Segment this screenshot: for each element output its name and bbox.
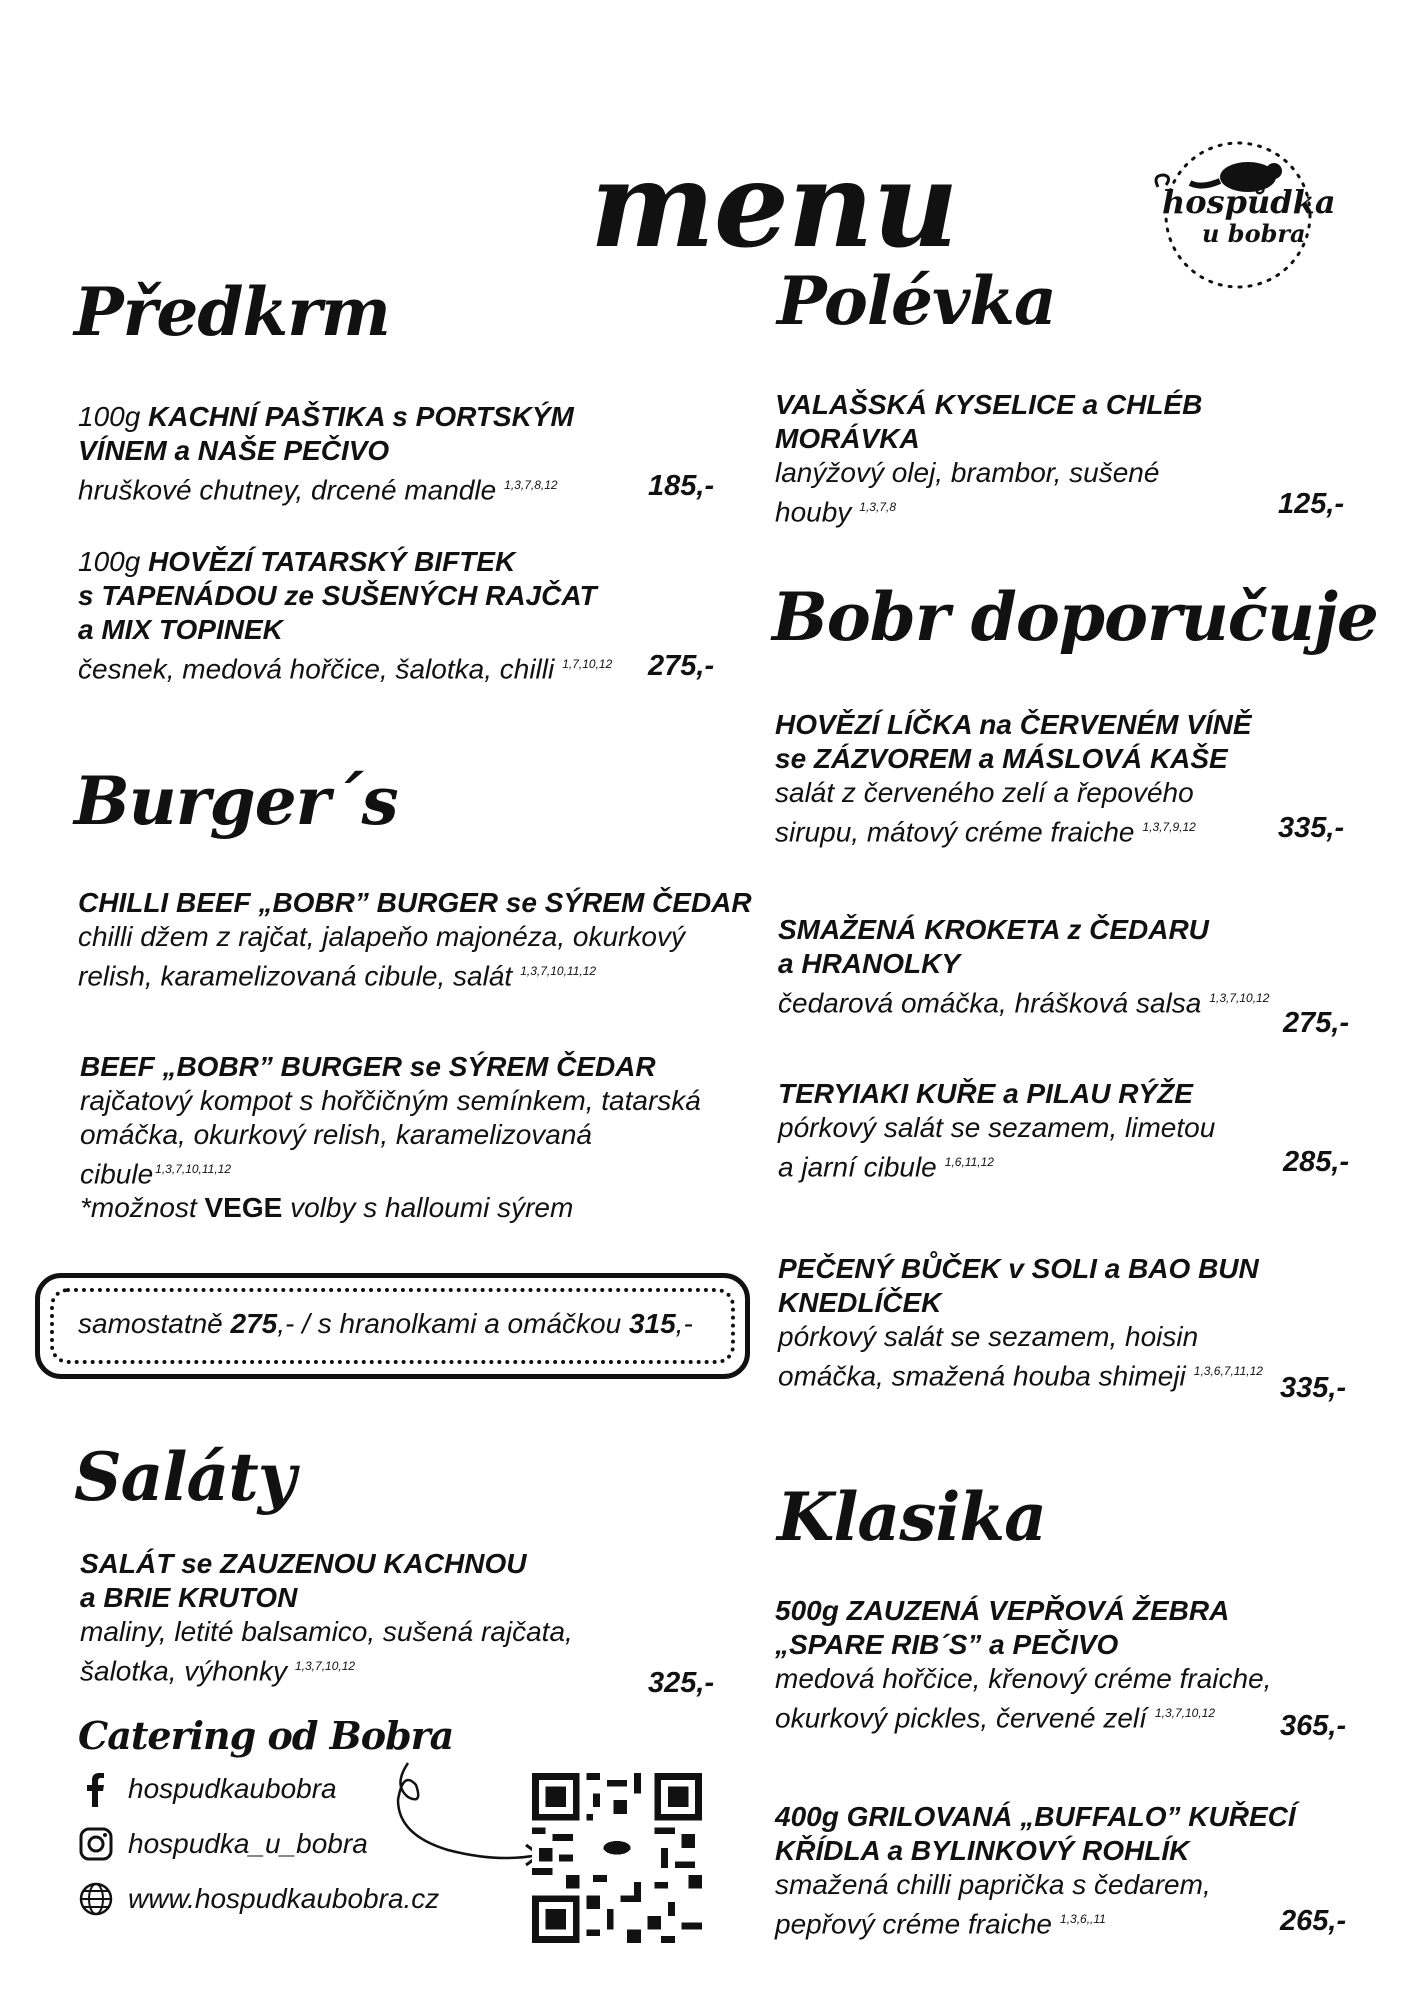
allergens: 1,3,7,8,12 bbox=[504, 478, 558, 492]
price: 275,- bbox=[648, 650, 715, 682]
allergens: 1,7,10,12 bbox=[562, 657, 613, 671]
item-desc: pórkový salát se sezamem, limetou bbox=[778, 1112, 1216, 1143]
instagram-link[interactable] bbox=[78, 1826, 368, 1862]
item-desc-2: sirupu, mátový créme fraiche bbox=[775, 816, 1135, 848]
price: 275,- bbox=[1283, 1007, 1350, 1039]
price: 185,- bbox=[648, 470, 715, 502]
burger-price-box bbox=[35, 1273, 750, 1379]
logo-text-2: u bobra bbox=[1202, 219, 1306, 248]
item-name-2: a BRIE KRUTON bbox=[80, 1582, 298, 1613]
item-desc-2: okurkový pickles, červené zelí bbox=[775, 1702, 1147, 1734]
price-pre: samostatně bbox=[78, 1308, 231, 1339]
price-mid: ,- / s hranolkami a omáčkou bbox=[277, 1308, 629, 1339]
item-name: 400g GRILOVANÁ „BUFFALO” KUŘECÍ bbox=[775, 1801, 1296, 1832]
menu-item bbox=[775, 388, 1202, 529]
item-name-2: KNEDLÍČEK bbox=[778, 1287, 942, 1318]
item-name-2: VÍNEM a NAŠE PEČIVO bbox=[78, 435, 390, 466]
item-name: 500g ZAUZENÁ VEPŘOVÁ ŽEBRA bbox=[775, 1595, 1230, 1626]
allergens: 1,3,7,10,11,12 bbox=[520, 964, 597, 978]
price: 335,- bbox=[1278, 812, 1345, 844]
item-desc: smažená chilli paprička s čedarem, bbox=[775, 1869, 1211, 1900]
instagram-icon bbox=[78, 1826, 114, 1862]
allergens: 1,3,7,10,12 bbox=[1154, 1706, 1215, 1720]
section-title-salaty: Saláty bbox=[74, 1438, 296, 1516]
price: 335,- bbox=[1280, 1372, 1347, 1404]
item-name: PEČENÝ BŮČEK v SOLI a BAO BUN bbox=[778, 1253, 1259, 1284]
menu-item bbox=[778, 913, 1269, 1020]
item-name: VALAŠSKÁ KYSELICE a CHLÉB bbox=[775, 389, 1203, 420]
menu-item bbox=[775, 1800, 1296, 1941]
menu-item bbox=[78, 545, 612, 686]
item-name-2: MORÁVKA bbox=[775, 423, 920, 454]
section-title-klasika: Klasika bbox=[777, 1478, 1046, 1556]
item-name-3: a MIX TOPINEK bbox=[78, 614, 283, 645]
item-weight: 100g bbox=[78, 401, 141, 432]
facebook-handle: hospudkaubobra bbox=[128, 1773, 337, 1804]
item-name: SMAŽENÁ KROKETA z ČEDARU bbox=[778, 914, 1209, 945]
facebook-icon bbox=[78, 1771, 114, 1807]
logo-text-1: hospůdka bbox=[1162, 183, 1336, 221]
item-desc: pórkový salát se sezamem, hoisin bbox=[778, 1321, 1199, 1352]
item-desc: medová hořčice, křenový créme fraiche, bbox=[775, 1663, 1272, 1694]
item-weight: 100g bbox=[78, 546, 141, 577]
item-desc: česnek, medová hořčice, šalotka, chilli bbox=[78, 653, 555, 685]
item-desc: čedarová omáčka, hrášková salsa bbox=[778, 987, 1202, 1019]
item-desc-2: pepřový créme fraiche bbox=[775, 1908, 1053, 1940]
instagram-handle: hospudka_u_bobra bbox=[128, 1828, 368, 1859]
item-name-2: se ZÁZVOREM a MÁSLOVÁ KAŠE bbox=[775, 743, 1228, 774]
burger-price-text bbox=[78, 1308, 693, 1340]
item-desc-2: relish, karamelizovaná cibule, salát bbox=[78, 960, 513, 992]
price: 325,- bbox=[648, 1667, 715, 1699]
facebook-link[interactable] bbox=[78, 1771, 337, 1807]
item-name: TERYIAKI KUŘE a PILAU RÝŽE bbox=[778, 1078, 1193, 1109]
menu-item bbox=[778, 1077, 1215, 1184]
item-desc: lanýžový olej, brambor, sušené bbox=[775, 457, 1160, 488]
note-bold: VEGE bbox=[204, 1192, 283, 1224]
item-desc-2: omáčka, smažená houba shimeji bbox=[778, 1360, 1186, 1392]
globe-icon bbox=[78, 1881, 114, 1917]
menu-item bbox=[778, 1252, 1263, 1393]
allergens: 1,6,11,12 bbox=[944, 1155, 994, 1169]
price: 125,- bbox=[1278, 488, 1345, 520]
item-desc-2: šalotka, výhonky bbox=[80, 1655, 287, 1687]
item-name: KACHNÍ PAŠTIKA s PORTSKÝM bbox=[148, 401, 574, 432]
item-desc: maliny, letité balsamico, sušená rajčata, bbox=[80, 1616, 573, 1647]
item-desc-2: a jarní cibule bbox=[778, 1151, 937, 1183]
item-name: HOVĚZÍ TATARSKÝ BIFTEK bbox=[148, 546, 516, 577]
section-title-predkrm: Předkrm bbox=[74, 273, 390, 351]
item-desc: salát z červeného zelí a řepového bbox=[775, 777, 1194, 808]
item-desc: chilli džem z rajčat, jalapeňo majonéza, okurkový bbox=[78, 921, 685, 952]
note-post: volby s halloumi sýrem bbox=[282, 1192, 574, 1224]
price: 265,- bbox=[1280, 1905, 1347, 1937]
section-title-polevka: Polévka bbox=[777, 262, 1056, 340]
menu-item bbox=[775, 1594, 1271, 1735]
logo bbox=[1150, 135, 1336, 295]
item-name-2: KŘÍDLA a BYLINKOVÝ ROHLÍK bbox=[775, 1835, 1190, 1866]
section-title-burgers: Burger´s bbox=[74, 762, 398, 840]
price-post: ,- bbox=[675, 1308, 693, 1339]
item-name-2: a HRANOLKY bbox=[778, 948, 961, 979]
item-desc: rajčatový kompot s hořčičným semínkem, tatarská bbox=[80, 1085, 701, 1116]
item-name: SALÁT se ZAUZENOU KACHNOU bbox=[80, 1548, 527, 1579]
item-desc-3: cibule bbox=[80, 1158, 154, 1190]
allergens: 1,3,7,10,11,12 bbox=[155, 1162, 232, 1176]
item-name-2: s TAPENÁDOU ze SUŠENÝCH RAJČAT bbox=[78, 580, 597, 611]
price-2: 315 bbox=[628, 1308, 676, 1339]
qr-code[interactable] bbox=[532, 1773, 702, 1943]
menu-item bbox=[78, 400, 574, 507]
catering-title: Catering od Bobra bbox=[78, 1713, 454, 1758]
allergens: 1,3,7,10,12 bbox=[1209, 991, 1270, 1005]
item-desc-2: houby bbox=[775, 496, 852, 528]
allergens: 1,3,6,,11 bbox=[1060, 1912, 1106, 1926]
price-1: 275 bbox=[230, 1308, 278, 1339]
price: 285,- bbox=[1283, 1146, 1350, 1178]
allergens: 1,3,6,7,11,12 bbox=[1193, 1364, 1263, 1378]
price: 365,- bbox=[1280, 1710, 1347, 1742]
menu-item bbox=[80, 1050, 701, 1225]
website-url: www.hospudkaubobra.cz bbox=[128, 1883, 440, 1914]
allergens: 1,3,7,8 bbox=[859, 500, 896, 514]
menu-item bbox=[78, 886, 752, 993]
page-title: menu bbox=[590, 135, 958, 274]
item-desc: hruškové chutney, drcené mandle bbox=[78, 474, 497, 506]
item-desc-2: omáčka, okurkový relish, karamelizovaná bbox=[80, 1119, 592, 1150]
note-pre: *možnost bbox=[80, 1192, 205, 1224]
website-link[interactable] bbox=[78, 1881, 439, 1917]
menu-item bbox=[80, 1547, 573, 1688]
allergens: 1,3,7,9,12 bbox=[1142, 820, 1196, 834]
item-name-2: „SPARE RIB´S” a PEČIVO bbox=[775, 1629, 1119, 1660]
section-title-bobr: Bobr doporučuje bbox=[772, 578, 1378, 656]
item-name: CHILLI BEEF „BOBR” BURGER se SÝREM ČEDAR bbox=[78, 887, 752, 918]
menu-item bbox=[775, 708, 1252, 849]
item-name: BEEF „BOBR” BURGER se SÝREM ČEDAR bbox=[80, 1051, 656, 1082]
allergens: 1,3,7,10,12 bbox=[295, 1659, 356, 1673]
item-name: HOVĚZÍ LÍČKA na ČERVENÉM VÍNĚ bbox=[775, 709, 1252, 740]
